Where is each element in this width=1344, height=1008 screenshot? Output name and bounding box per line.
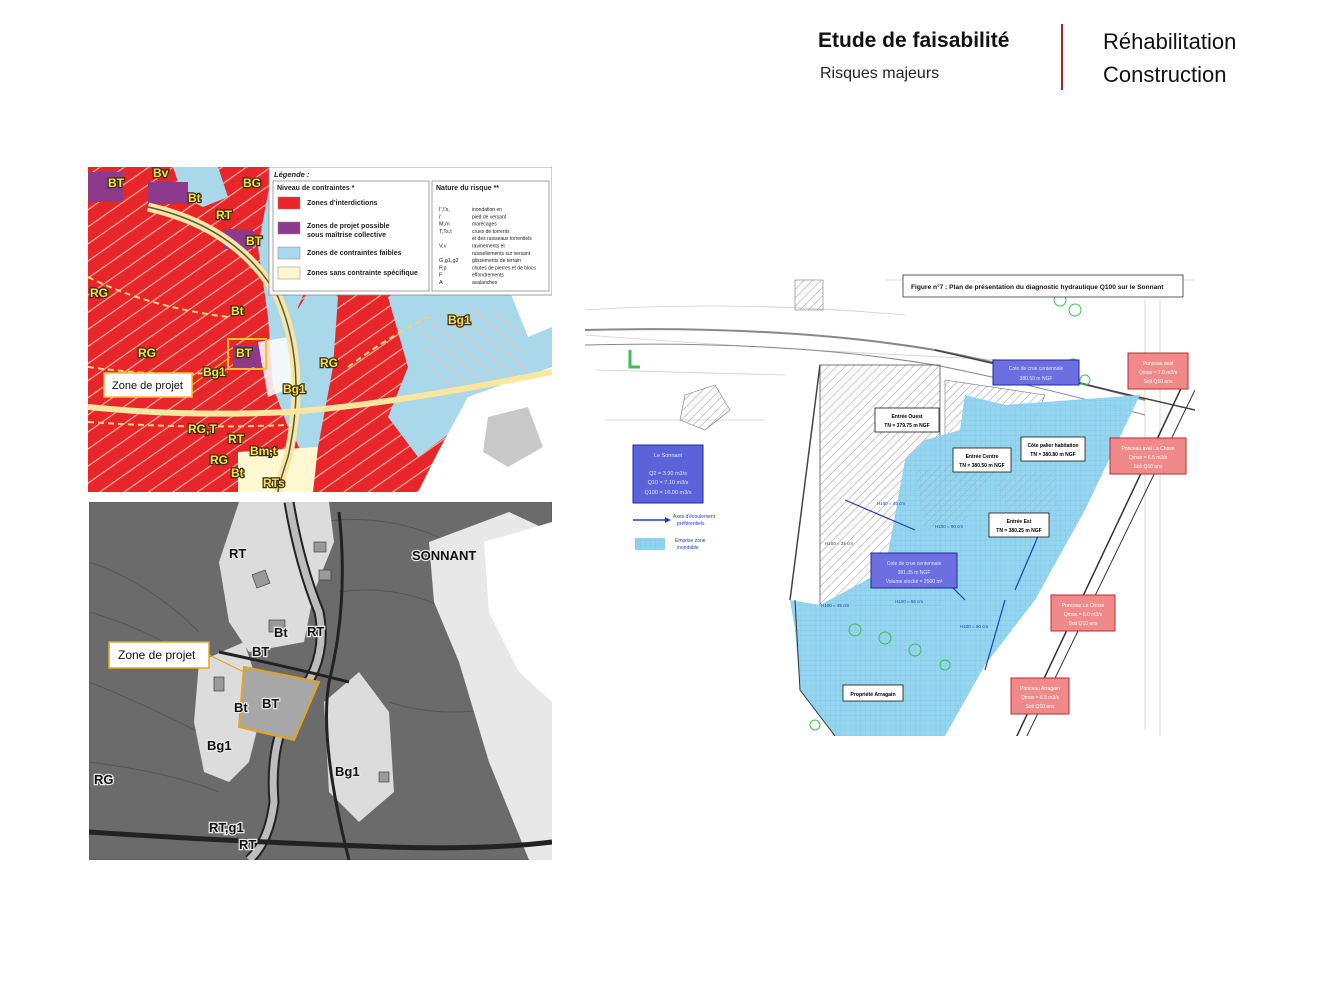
zone-code-label: Bt xyxy=(188,191,201,205)
zone-code-label: BT xyxy=(236,346,252,360)
header-rehabilitation: Réhabilitation xyxy=(1103,29,1237,54)
risk-description: chutes de pierres et de blocs xyxy=(472,265,536,272)
zone-code-label: Bg1 xyxy=(203,365,226,379)
property-label: Propriété Arragain xyxy=(850,692,896,698)
page-subtitle: Risques majeurs xyxy=(820,65,940,82)
legend-col2-title: Nature du risque ** xyxy=(436,185,500,192)
risk-description: avalanches xyxy=(472,280,498,286)
risk-code: F xyxy=(439,272,443,279)
risk-description: crues de torrents xyxy=(472,228,510,235)
zone-code-label: Bg1 xyxy=(448,313,471,327)
zone-code-label: BT xyxy=(262,696,280,711)
legend-zone-label: Emprise zone xyxy=(675,538,706,544)
svg-text:Entrée Centre: Entrée Centre xyxy=(965,454,999,460)
risk-description: glissements de terrain xyxy=(472,258,521,265)
legend-zone-sample xyxy=(635,538,665,550)
header-divider xyxy=(1061,24,1063,90)
depth-label: H100 = 90 cm xyxy=(960,624,989,629)
figure-title: Figure n°7 : Plan de présentation du diagnostic hydraulique Q100 sur le Sonnant xyxy=(911,284,1164,291)
legend-swatch xyxy=(278,267,300,279)
zone-code-label: RG,T xyxy=(188,422,217,436)
sonnant-box-line: Q2 = 3.90 m3/s xyxy=(649,471,687,477)
entry-box-habitation xyxy=(1021,437,1085,461)
zone-code-label: RG xyxy=(138,346,156,360)
legend-swatch xyxy=(278,247,300,259)
svg-text:Ponceau aval La Chose: Ponceau aval La Chose xyxy=(1121,446,1175,452)
legend-swatch xyxy=(278,197,300,209)
risk-description: effondrements xyxy=(472,272,504,279)
depth-label: H100 = 45 cm xyxy=(877,501,906,506)
entry-box-centre xyxy=(953,448,1011,472)
svg-text:Entrée Est: Entrée Est xyxy=(1006,519,1032,525)
zone-code-label: RT xyxy=(228,432,244,446)
svg-text:TN = 380.80 m NGF: TN = 380.80 m NGF xyxy=(1030,452,1076,458)
zone-code-label: RG xyxy=(90,286,108,300)
svg-text:Cote de crue centennale: Cote de crue centennale xyxy=(1008,366,1064,372)
risk-description: ravinements et xyxy=(472,243,505,250)
svg-text:Qmax = 7.0 m3/s: Qmax = 7.0 m3/s xyxy=(1138,370,1178,376)
zone-code-label: Bt xyxy=(231,304,244,318)
svg-text:Qmax = 6.0 m3/s: Qmax = 6.0 m3/s xyxy=(1063,612,1103,618)
zone-code-label: RT xyxy=(307,624,325,639)
legend-zone-label: inondable xyxy=(677,545,699,551)
zone-collective-2 xyxy=(148,182,188,204)
svg-text:TN = 380.50 m NGF: TN = 380.50 m NGF xyxy=(959,463,1005,469)
zone-code-label: Bt xyxy=(274,625,288,640)
risk-code: G,g1,g2 xyxy=(439,258,459,265)
risk-description: inondation en xyxy=(472,207,503,213)
zone-code-label: RTs xyxy=(263,476,285,490)
hazard-map-grey xyxy=(89,502,552,860)
depth-label: H100 = 45 cm xyxy=(821,603,850,608)
zone-code-label: Bt xyxy=(234,700,248,715)
zone-code-label: RT xyxy=(229,546,247,561)
svg-text:Soit Q10 ans: Soit Q10 ans xyxy=(1133,464,1163,470)
culvert-box-la-chose xyxy=(1051,595,1115,631)
zone-code-label: Bg1 xyxy=(335,764,360,779)
flood-level-box-mid xyxy=(871,553,957,588)
zone-code-label: RG xyxy=(94,772,114,787)
culvert-box-aval xyxy=(1128,353,1188,389)
svg-text:Soit Q10 ans: Soit Q10 ans xyxy=(1068,621,1098,627)
svg-text:Volume stocké = 2500 m³: Volume stocké = 2500 m³ xyxy=(885,579,943,585)
svg-text:Soit Q10 ans: Soit Q10 ans xyxy=(1025,704,1055,710)
legend-label: Zones d'interdictions xyxy=(307,200,378,207)
legend-label: Zones de projet possible xyxy=(307,223,390,230)
svg-text:Ponceau aval: Ponceau aval xyxy=(1142,361,1174,367)
risk-description: marécages xyxy=(472,221,497,228)
svg-text:Entrée Ouest: Entrée Ouest xyxy=(891,414,923,420)
svg-text:Soit Q10 ans: Soit Q10 ans xyxy=(1143,379,1173,385)
sonnant-box-line: Q10 = 7.10 m3/s xyxy=(647,480,689,486)
header-construction: Construction xyxy=(1103,62,1227,87)
zone-code-label: SONNANT xyxy=(412,548,477,563)
risk-code: P,p xyxy=(439,265,447,272)
risk-code: I',I's, xyxy=(439,207,450,213)
legend-label: sous maîtrise collective xyxy=(307,232,386,239)
zone-code-label: RT xyxy=(216,208,232,222)
flood-level-box-top xyxy=(993,360,1079,385)
risk-code: i' xyxy=(439,214,442,221)
legend-arrow-label: préférentiels xyxy=(677,521,705,527)
legend-label: Zones sans contrainte spécifique xyxy=(307,270,418,277)
culvert-box-aval-la-chose xyxy=(1110,438,1186,474)
depth-label: H100 = 65 cm xyxy=(895,599,924,604)
zone-code-label: BG xyxy=(243,176,261,190)
risk-code: M,m xyxy=(439,221,450,228)
svg-text:381.35 m NGF: 381.35 m NGF xyxy=(897,570,931,576)
risk-description: pied de versant xyxy=(472,214,507,221)
map2-zone-label: Zone de projet xyxy=(118,648,196,662)
legend-arrow-label: Axes d'écoulement xyxy=(673,514,716,520)
svg-text:Qmax = 6.5 m3/s: Qmax = 6.5 m3/s xyxy=(1020,695,1060,701)
zone-code-label: BT xyxy=(246,234,262,248)
zone-code-label: RT xyxy=(239,837,257,852)
legend-col1-title: Niveau de contraintes * xyxy=(277,185,355,192)
map1-zone-label: Zone de projet xyxy=(112,380,183,392)
sonnant-box-line: Q100 = 16.00 m3/s xyxy=(644,490,692,496)
svg-text:Ponceau La Chose: Ponceau La Chose xyxy=(1061,603,1105,609)
zone-code-label: RT,g1 xyxy=(209,820,244,835)
risk-code: A xyxy=(439,280,443,286)
entry-box-est xyxy=(989,513,1049,537)
hazard-map-color xyxy=(88,167,552,492)
svg-text:Cote de crue centennale: Cote de crue centennale xyxy=(886,561,942,567)
risk-description: ruissellements sur versant xyxy=(472,250,531,257)
svg-text:TN = 379.75 m NGF: TN = 379.75 m NGF xyxy=(884,423,930,429)
zone-code-label: BT xyxy=(108,176,124,190)
depth-label: H100 = 90 cm xyxy=(935,524,964,529)
zone-code-label: Bg1 xyxy=(283,382,306,396)
svg-text:Ponceau Arragain: Ponceau Arragain xyxy=(1020,686,1060,692)
svg-text:Côte palier habitation: Côte palier habitation xyxy=(1027,443,1079,449)
risk-code: T,Ts,t xyxy=(439,228,452,235)
zone-code-label: Bv xyxy=(153,167,169,180)
page-title: Etude de faisabilité xyxy=(818,29,1010,52)
culvert-box-arragain xyxy=(1011,678,1069,714)
legend-swatch xyxy=(278,222,300,234)
legend-label: Zones de contraintes faibles xyxy=(307,250,402,257)
zone-code-label: RG xyxy=(320,356,338,370)
entry-box-west xyxy=(875,408,939,432)
risk-description: et des ruisseaux torrentiels xyxy=(472,236,532,243)
zone-code-label: Bg1 xyxy=(207,738,232,753)
map1-legend xyxy=(269,167,552,295)
risk-code: V,v xyxy=(439,243,447,250)
zone-code-label: Bm,t xyxy=(250,444,277,458)
zone-code-label: RG xyxy=(210,453,228,467)
zone-code-label: BT xyxy=(252,644,270,659)
depth-label: H100 = 35 cm xyxy=(825,541,854,546)
zone-code-label: Bt xyxy=(231,466,244,480)
svg-text:Qmax = 6.5 m3/s: Qmax = 6.5 m3/s xyxy=(1128,455,1168,461)
svg-text:380.50 m NGF: 380.50 m NGF xyxy=(1019,376,1053,382)
legend-title: Légende : xyxy=(274,170,310,179)
sonnant-box-line: Le Sonnant xyxy=(653,453,683,459)
hydraulic-plan xyxy=(585,270,1195,736)
svg-text:TN = 380.25 m NGF: TN = 380.25 m NGF xyxy=(996,528,1042,534)
